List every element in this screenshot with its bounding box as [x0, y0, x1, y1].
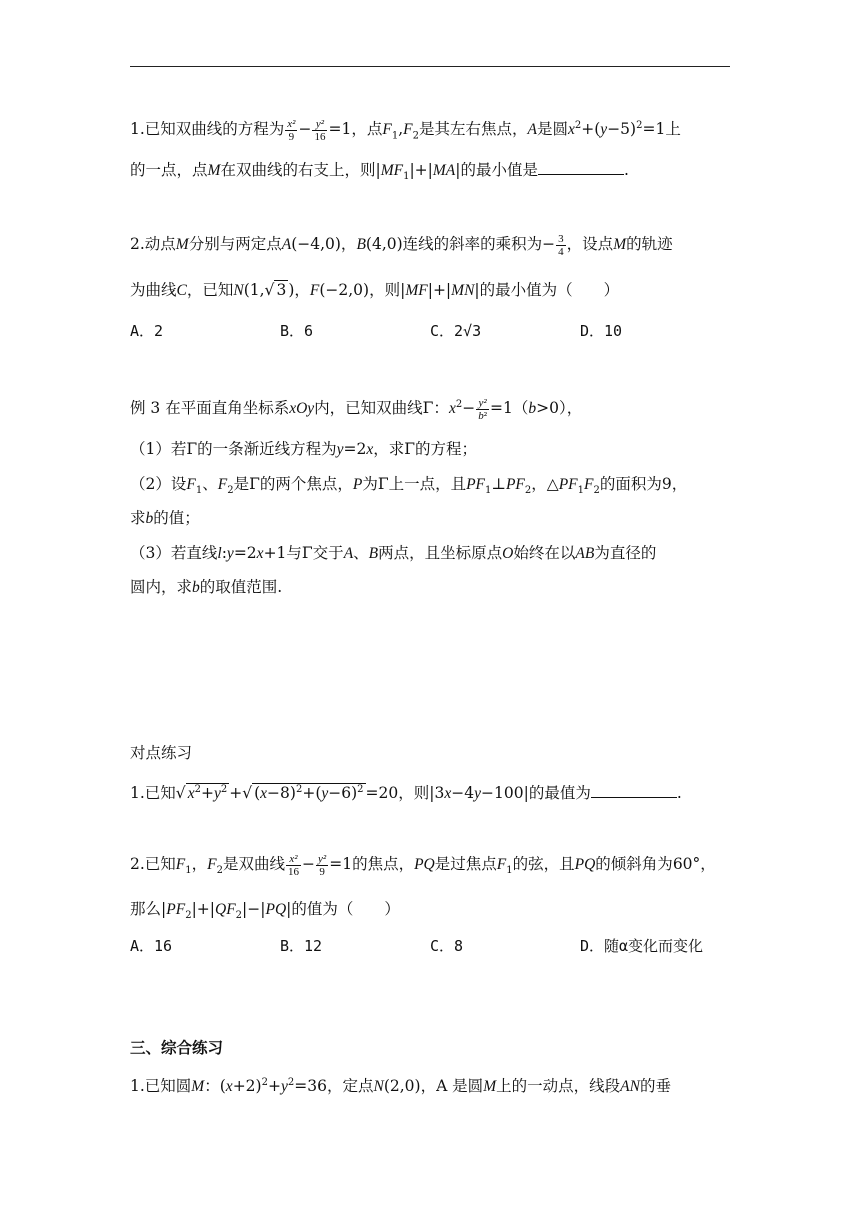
ex3-part2-line1: （2）设$F_1$、$F_2$是Γ的两个焦点，P为Γ上一点，且$PF_1\perp PF_2$，$\triangle PF_1F_2$的面积为9，	[130, 475, 688, 497]
q2-line1: 2.动点M分别与两定点A(−4,0)，B(4,0)连线的斜率的乘积为− $\frac{3}{4}$ ，设点M的轨迹	[130, 232, 673, 258]
practice-q2-line2: 那么$|PF_2|+|QF_2|-|PQ|$的值为（ ）	[130, 900, 400, 922]
practice-q2-option-d: D．随α变化而变化	[580, 937, 704, 955]
q2-option-a: A．2	[130, 322, 164, 340]
practice-q2-option-a: A．16	[130, 937, 173, 955]
practice-q2-option-b: B．12	[280, 937, 323, 955]
q2-option-c: C．2√3	[430, 322, 482, 340]
ex3-part1: （1）若Γ的一条渐近线方程为y=2x，求Γ的方程；	[130, 440, 478, 458]
q2-option-b: B．6	[280, 322, 314, 340]
q2-option-d: D．10	[580, 322, 623, 340]
practice-q1: 1.已知√ $x^2+y^2$ +√ $(x-8)^2+(y-6)^2 =20$，则|3x−4y−100|的最值为 .	[130, 784, 682, 803]
ex3-part2-line2: 求b的值；	[130, 509, 200, 527]
practice-q2-line1: 2.已知$F_1$，$F_2$是双曲线 $\frac{\text{x²}}{16}$ − $\frac{\text{y²}}{9}$ =1的焦点，PQ是过焦点$F_1$的弦，且PQ的倾斜角为60°，	[130, 852, 716, 878]
section3-title: 三、综合练习	[130, 1039, 224, 1057]
ex3-part3-line1: （3）若直线l:y=2x+1与Γ交于A、B两点，且坐标原点O始终在以AB为直径的	[130, 544, 657, 562]
practice-q2-option-c: C．8	[430, 937, 464, 955]
q2-line2: 为曲线C，已知N(1,√ 3 )，F(−2,0)，则|MF|+|MN|的最小值为（ ）	[130, 281, 620, 299]
header-rule	[130, 66, 730, 67]
ex3-part3-line2: 圆内，求b的取值范围.	[130, 578, 283, 596]
section3-q1: 1.已知圆M：$(x+2)^2+y^2=36$，定点N(2,0)，A 是圆M上的一动点，线段AN的垂	[130, 1077, 671, 1096]
q1-line2: 的一点，点M在双曲线的右支上，则$|MF_1|+|MA|$的最小值是 .	[130, 161, 629, 183]
q1-line1: 1.已知双曲线的方程为 $\frac{\text{x²}}{9}$ − $\frac{\text{y²}}{16}$ =1，点$F_1,F_2$是其左右焦点，A是圆$x^2+(y-5)^2=1$上	[130, 117, 681, 143]
ex3-line1: 例 3 在平面直角坐标系xOy内，已知双曲线Γ：$x^2-$ $\frac{\text{y²}}{\text{b²}}$ =1（b>0），	[130, 396, 583, 422]
practice-title: 对点练习	[130, 744, 193, 762]
